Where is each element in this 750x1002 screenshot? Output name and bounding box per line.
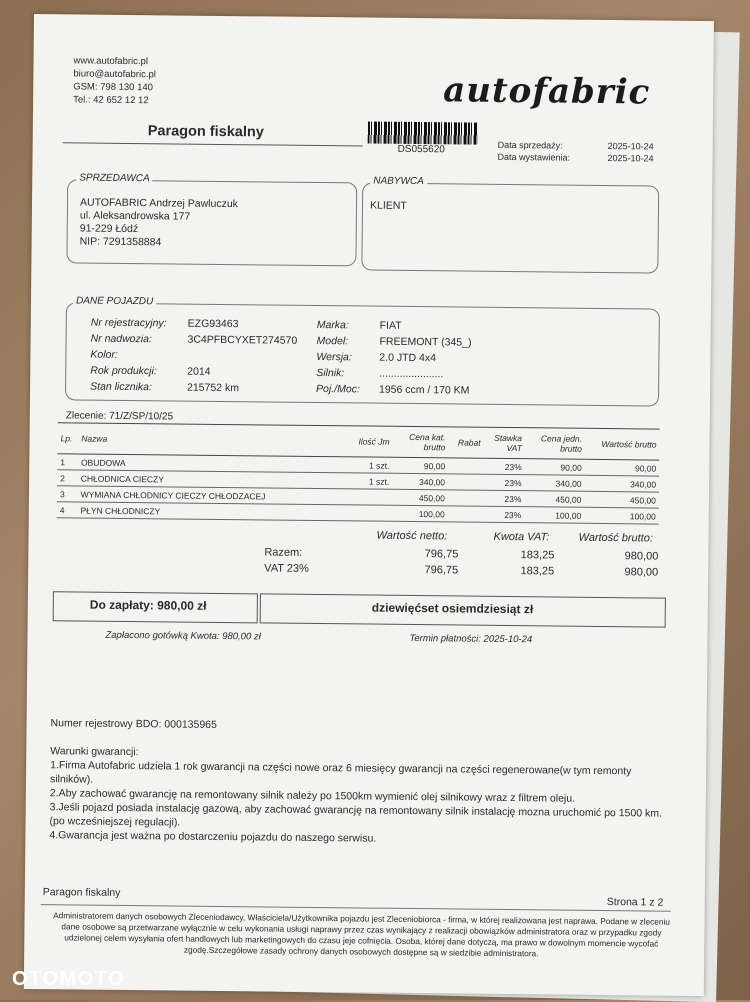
warranty-section xyxy=(49,744,670,848)
payment-term: Termin płatności: 2025-10-24 xyxy=(409,633,532,645)
issue-date-label: Data wystawienia: xyxy=(497,152,570,163)
vehicle-power-value: 1956 ccm / 170 KM xyxy=(379,384,470,397)
vehicle-reg-value: EZG93463 xyxy=(188,318,239,331)
row-qty: 1 szt. xyxy=(343,473,393,490)
vehicle-mileage-label: Stan licznika: xyxy=(90,381,184,394)
vehicle-reg-row xyxy=(91,317,239,331)
seller-nip: NIP: 7291358884 xyxy=(80,235,238,250)
warranty-line-3: 3.Jeśli pojazd posiada instalację gazową, aby zachować gwarancję na remontowany silnik instalację mozna uruchomić po 1500 km. (po wcześniejszej regulacji). xyxy=(49,800,669,834)
summary-vat23-gross: 980,00 xyxy=(588,566,658,579)
col-catalog-price: Cena kat. brutto xyxy=(392,426,448,458)
warranty-title: Warunki gwarancji: xyxy=(50,744,670,764)
vehicle-engine-value: ...................... xyxy=(379,368,443,381)
receipt-paper xyxy=(24,14,714,996)
row-name: CHŁODNICA CIECZY xyxy=(78,470,343,489)
buyer-name: KLIENT xyxy=(370,200,407,212)
row-gross-value: 450,00 xyxy=(584,491,659,508)
title-divider xyxy=(63,142,363,146)
sale-date-value: 2025-10-24 xyxy=(608,140,668,153)
vehicle-power-row xyxy=(316,383,470,397)
row-name: OBUDOWA xyxy=(78,454,343,473)
row-catalog-price: 340,00 xyxy=(392,473,448,490)
vehicle-year-label: Rok produkcji: xyxy=(90,365,184,378)
contact-website: www.autofabric.pl xyxy=(73,54,156,68)
seller-name: AUTOFABRIC Andrzej Pawluczuk xyxy=(80,196,238,211)
row-catalog-price: 100,00 xyxy=(392,505,448,522)
paid-cash-amount: Zapłacono gotówką Kwota: 980,00 zł xyxy=(105,630,260,643)
vehicle-make-label: Marka: xyxy=(317,319,377,332)
vehicle-vin-label: Nr nadwozia: xyxy=(91,333,185,346)
row-unit-price: 100,00 xyxy=(524,507,584,524)
row-unit-price: 450,00 xyxy=(524,491,584,508)
row-gross-value: 340,00 xyxy=(584,475,659,492)
vehicle-mileage-value: 215752 km xyxy=(187,382,239,395)
vehicle-model-label: Model: xyxy=(317,335,377,348)
amount-in-words: dziewięćset osiemdziesiąt zł xyxy=(372,601,534,617)
seller-details xyxy=(80,196,238,250)
document-dates xyxy=(497,139,570,164)
summary-vat-header: Kwota VAT: xyxy=(493,531,549,544)
gdpr-notice: Administratorem danych osobowych Zleceniodawcy, Właściciela/Użytkownika pojazdu jest Zleceniobiorca - firma, w której realizowana jest naprawa. Podane w zleceniu dane osobowe są przetwarzane wyłącznie w celu wykonania usługi naprawy przez czas wynikający z realizacji obowiązków administratora oraz w przypadku zgody udzielonej celem wysyłania ofert handlowych lub marketingowych do czasu jeje cofnięcia. Osoba, której dane dotyczą, ma prawo w dowolnym momencie wycofać zgodę.Szczegółowe zasady ochrony danych osobowych dostępne są w siedzibie administratora. xyxy=(46,910,676,961)
col-discount: Rabat xyxy=(448,427,483,458)
row-qty xyxy=(342,505,392,522)
row-name: PŁYN CHŁODNICZY xyxy=(77,502,342,521)
otomoto-watermark: OTOMOTO xyxy=(12,968,125,991)
row-discount xyxy=(448,474,483,490)
row-qty: 1 szt. xyxy=(343,457,393,474)
row-qty xyxy=(342,489,392,506)
vehicle-make-value: FIAT xyxy=(380,320,402,332)
contact-block xyxy=(73,54,156,107)
row-gross-value: 100,00 xyxy=(584,507,659,524)
document-title: Paragon fiskalny xyxy=(148,123,264,140)
vehicle-version-label: Wersja: xyxy=(316,351,376,364)
vehicle-engine-row xyxy=(316,367,443,380)
row-vat-rate: 23% xyxy=(483,506,525,522)
vehicle-year-row xyxy=(90,365,210,378)
footer-title: Paragon fiskalny xyxy=(43,886,121,899)
row-name: WYMIANA CHŁODNICY CIECZY CHŁODZACEJ xyxy=(78,486,343,505)
row-discount xyxy=(448,458,483,474)
vehicle-mileage-row xyxy=(90,381,239,395)
vehicle-power-label: Poj./Moc: xyxy=(316,383,376,396)
vehicle-version-value: 2.0 JTD 4x4 xyxy=(379,352,436,365)
row-catalog-price: 450,00 xyxy=(392,489,448,506)
vehicle-vin-value: 3C4PFBCYXET274570 xyxy=(187,334,297,347)
row-lp: 3 xyxy=(57,486,78,502)
seller-label: SPRZEDAWCA xyxy=(76,172,153,184)
contact-email: biuro@autofabric.pl xyxy=(73,67,156,81)
summary-total-label: Razem: xyxy=(264,546,302,558)
order-number: Zlecenie: 71/Z/SP/10/25 xyxy=(66,410,173,422)
amount-due: Do zapłaty: 980,00 zł xyxy=(90,598,207,613)
vehicle-color-row xyxy=(90,349,184,362)
bdo-number: Numer rejestrowy BDO: 000135965 xyxy=(51,717,217,731)
summary-total-net: 796,75 xyxy=(388,548,458,561)
seller-street: ul. Aleksandrowska 177 xyxy=(80,209,238,224)
vehicle-engine-label: Silnik: xyxy=(316,367,376,380)
col-unit-price: Cena jedn. brutto xyxy=(525,428,585,460)
vehicle-version-row xyxy=(316,351,436,364)
row-discount xyxy=(448,506,483,522)
vehicle-year-value: 2014 xyxy=(187,366,210,378)
vehicle-make-row xyxy=(317,319,402,332)
col-lp: Lp. xyxy=(57,423,78,454)
vehicle-label: DANE POJAZDU xyxy=(73,295,156,307)
summary-vat23-label: VAT 23% xyxy=(264,562,309,574)
summary-total-vat: 183,25 xyxy=(484,549,554,562)
summary-gross-header: Wartość brutto: xyxy=(578,532,653,545)
warranty-line-2: 2.Aby zachować gwarancję na remontowany silnik należy po 1500km wymienić olej silnikowy wraz z filtrem oleju. xyxy=(50,786,670,806)
sale-date-label: Data sprzedaży: xyxy=(498,140,563,151)
vehicle-model-row xyxy=(317,335,472,349)
row-unit-price: 90,00 xyxy=(525,459,585,476)
seller-city: 91-229 Łódź xyxy=(80,222,238,237)
row-gross-value: 90,00 xyxy=(585,459,660,476)
summary-total-gross: 980,00 xyxy=(588,550,658,563)
row-discount xyxy=(448,490,483,506)
footer-page-number: Strona 1 z 2 xyxy=(607,896,664,909)
row-lp: 2 xyxy=(57,470,78,486)
row-lp: 4 xyxy=(57,502,78,518)
barcode-graphic xyxy=(368,122,478,145)
row-vat-rate: 23% xyxy=(483,490,525,506)
warranty-line-4: 4.Gwarancja jest ważna po dostarczeniu pojazdu do naszego serwisu. xyxy=(49,828,669,848)
vehicle-color-label: Kolor: xyxy=(90,349,184,362)
col-qty: Ilość Jm xyxy=(343,426,393,458)
contact-gsm: GSM: 798 130 140 xyxy=(73,80,156,94)
buyer-box xyxy=(361,182,659,273)
contact-tel: Tel.: 42 652 12 12 xyxy=(73,93,156,107)
autofabric-logo xyxy=(443,70,651,112)
col-name: Nazwa xyxy=(78,423,343,457)
vehicle-vin-row xyxy=(91,333,298,347)
row-unit-price: 340,00 xyxy=(525,475,585,492)
summary-net-header: Wartość netto: xyxy=(376,530,447,543)
row-catalog-price: 90,00 xyxy=(392,457,448,474)
logo-text: autofabric xyxy=(443,70,651,112)
vehicle-reg-label: Nr rejestracyjny: xyxy=(91,317,185,330)
issue-date-value: 2025-10-24 xyxy=(607,152,667,165)
document-number: DS055620 xyxy=(398,144,445,155)
row-vat-rate: 23% xyxy=(483,458,525,474)
col-gross-value: Wartość brutto xyxy=(585,428,660,460)
vehicle-model-value: FREEMONT (345_) xyxy=(379,336,471,349)
row-lp: 1 xyxy=(57,454,78,470)
row-vat-rate: 23% xyxy=(483,474,525,490)
items-table xyxy=(57,422,660,524)
buyer-label: NABYWCA xyxy=(370,176,427,188)
summary-vat23-vat: 183,25 xyxy=(484,565,554,578)
summary-vat23-net: 796,75 xyxy=(388,564,458,577)
col-vat-rate: Stawka VAT xyxy=(483,427,525,458)
warranty-line-1: 1.Firma Autofabric udziela 1 rok gwarancji na części nowe oraz 6 miesięcy gwarancji na części regenerowane(w tym remonty silników). xyxy=(50,758,670,792)
